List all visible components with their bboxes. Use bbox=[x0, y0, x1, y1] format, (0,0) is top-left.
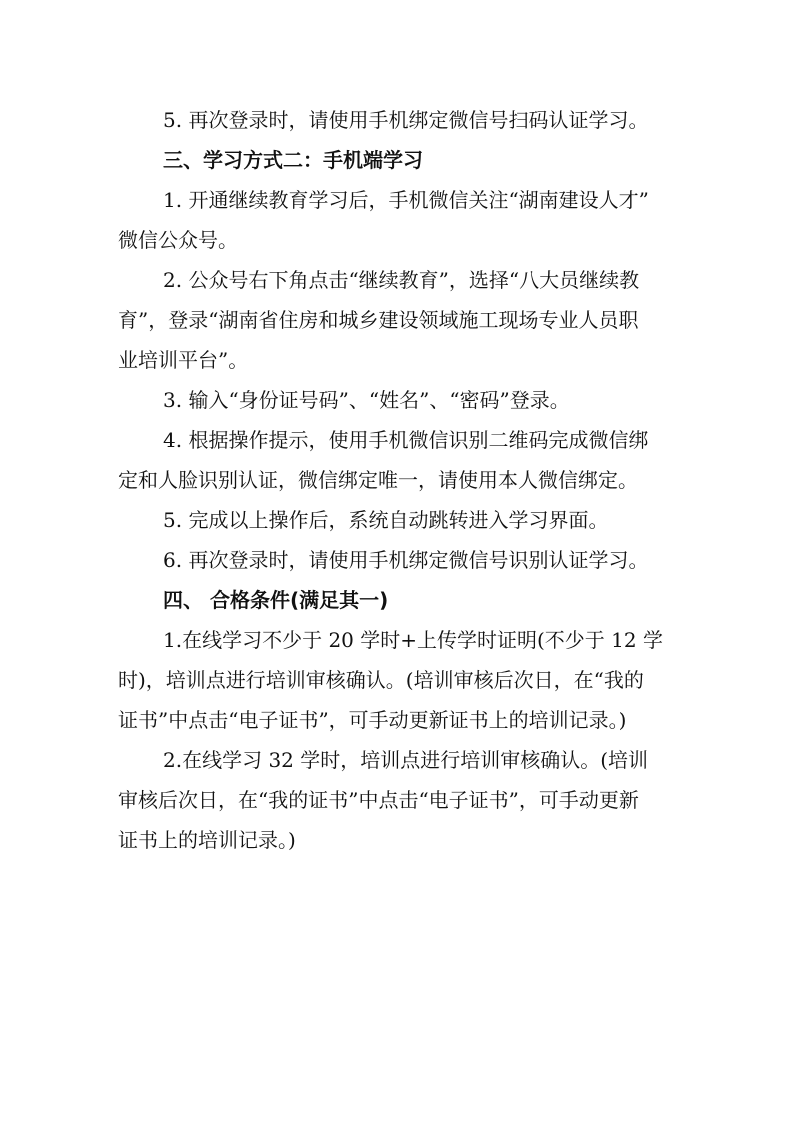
text-line-condition1-end: 证书”中点击“电子证书”，可手动更新证书上的培训记录。) bbox=[118, 708, 627, 732]
text-line-condition2-cont: 审核后次日，在“我的证书”中点击“电子证书”，可手动更新 bbox=[118, 788, 639, 812]
text-line-mobile-step2-end: 业培训平台”。 bbox=[118, 348, 249, 372]
text-line-step5-login: 5. 再次登录时，请使用手机绑定微信号扫码认证学习。 bbox=[163, 108, 649, 132]
text-line-condition1-cont: 时)，培训点进行培训审核确认。(培训审核后次日，在“我的 bbox=[118, 668, 644, 692]
text-line-condition1: 1.在线学习不少于 20 学时+上传学时证明(不少于 12 学 bbox=[163, 628, 663, 652]
section-heading-mobile-learning: 三、学习方式二：手机端学习 bbox=[163, 148, 423, 172]
section-heading-qualification: 四、 合格条件(满足其一) bbox=[163, 588, 389, 612]
text-line-mobile-step3: 3. 输入“身份证号码”、“姓名”、“密码”登录。 bbox=[163, 388, 570, 412]
text-line-mobile-step2-cont: 育”，登录“湖南省住房和城乡建设领域施工现场专业人员职 bbox=[118, 308, 639, 332]
text-line-mobile-step4-cont: 定和人脸识别认证，微信绑定唯一，请使用本人微信绑定。 bbox=[118, 468, 638, 492]
text-line-mobile-step6: 6. 再次登录时，请使用手机绑定微信号识别认证学习。 bbox=[163, 548, 649, 572]
text-line-mobile-step4: 4. 根据操作提示，使用手机微信识别二维码完成微信绑 bbox=[163, 428, 649, 452]
text-line-mobile-step5: 5. 完成以上操作后，系统自动跳转进入学习界面。 bbox=[163, 508, 609, 532]
text-line-mobile-step1-cont: 微信公众号。 bbox=[118, 228, 238, 252]
text-line-mobile-step2: 2. 公众号右下角点击“继续教育”，选择“八大员继续教 bbox=[163, 268, 640, 292]
text-line-condition2: 2.在线学习 32 学时，培训点进行培训审核确认。(培训 bbox=[163, 748, 649, 772]
text-line-condition2-end: 证书上的培训记录。) bbox=[118, 828, 296, 852]
text-line-mobile-step1: 1. 开通继续教育学习后，手机微信关注“湖南建设人才” bbox=[163, 188, 649, 212]
